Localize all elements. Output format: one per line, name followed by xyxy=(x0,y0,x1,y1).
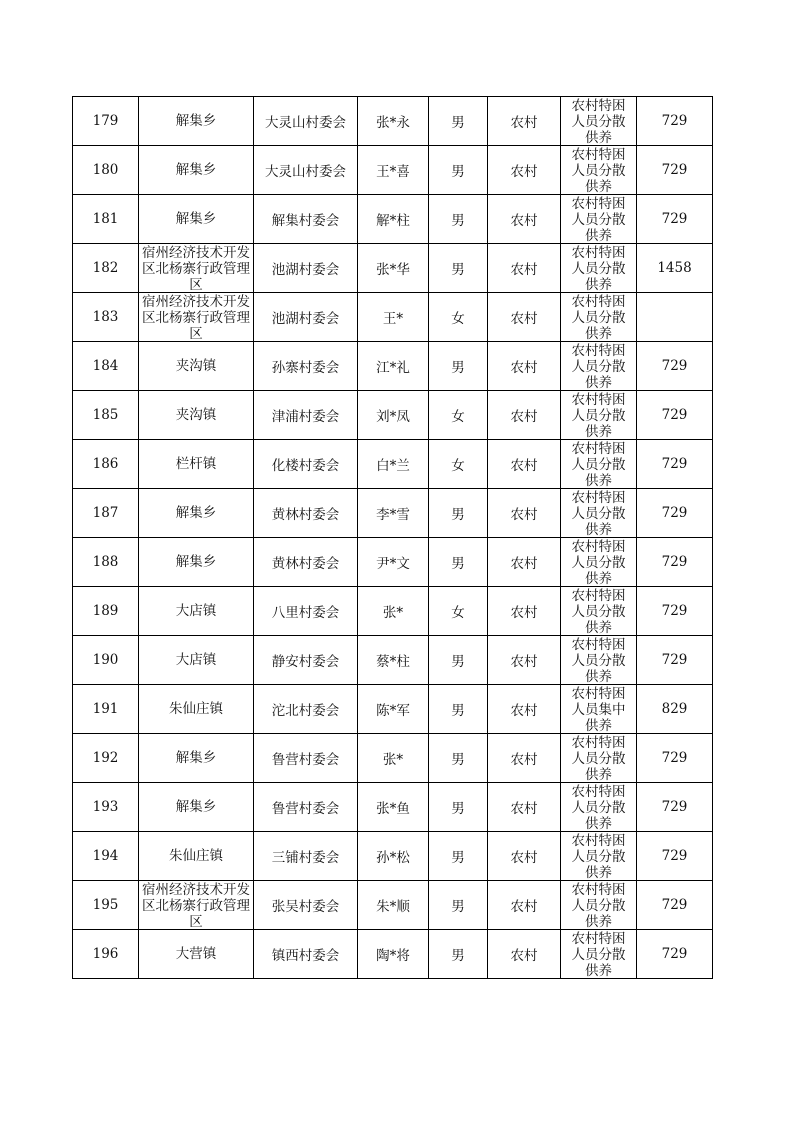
township-cell xyxy=(139,440,254,489)
gender-cell: 女 xyxy=(429,440,488,489)
amount-cell: 729 xyxy=(637,587,713,636)
amount-cell: 729 xyxy=(637,97,713,146)
table-row xyxy=(73,342,713,391)
township-cell xyxy=(139,342,254,391)
support-category-cell-text: 农村特困人员分散供养 xyxy=(571,881,626,929)
support-category-cell xyxy=(561,734,637,783)
gender-cell: 男 xyxy=(429,195,488,244)
support-category-cell-text: 农村特困人员分散供养 xyxy=(571,97,626,145)
support-category-cell xyxy=(561,783,637,832)
township-cell xyxy=(139,685,254,734)
area-type-cell: 农村 xyxy=(488,881,561,930)
serial-number-cell: 189 xyxy=(73,587,139,636)
area-type-cell: 农村 xyxy=(488,930,561,979)
support-category-cell xyxy=(561,636,637,685)
table-row xyxy=(73,244,713,293)
serial-number-cell: 194 xyxy=(73,832,139,881)
area-type-cell: 农村 xyxy=(488,244,561,293)
support-category-cell xyxy=(561,391,637,440)
support-category-cell-text: 农村特困人员分散供养 xyxy=(571,489,626,537)
gender-cell: 男 xyxy=(429,783,488,832)
amount-cell: 729 xyxy=(637,195,713,244)
township-cell-text: 解集乡 xyxy=(175,554,217,570)
area-type-cell: 农村 xyxy=(488,146,561,195)
amount-cell: 1458 xyxy=(637,244,713,293)
gender-cell: 女 xyxy=(429,293,488,342)
serial-number-cell: 183 xyxy=(73,293,139,342)
township-cell-text: 解集乡 xyxy=(175,750,217,766)
support-category-cell xyxy=(561,244,637,293)
township-cell xyxy=(139,97,254,146)
area-type-cell: 农村 xyxy=(488,440,561,489)
person-name-cell: 王*喜 xyxy=(358,146,429,195)
person-name-cell: 陶*将 xyxy=(358,930,429,979)
support-category-cell-text: 农村特困人员分散供养 xyxy=(571,832,626,880)
village-committee-cell: 化楼村委会 xyxy=(254,440,358,489)
person-name-cell: 张*华 xyxy=(358,244,429,293)
village-committee-cell: 沱北村委会 xyxy=(254,685,358,734)
support-category-cell-text: 农村特困人员分散供养 xyxy=(571,538,626,586)
gender-cell: 男 xyxy=(429,342,488,391)
table-row xyxy=(73,489,713,538)
township-cell-text: 朱仙庄镇 xyxy=(169,848,223,864)
village-committee-cell: 池湖村委会 xyxy=(254,244,358,293)
gender-cell: 男 xyxy=(429,881,488,930)
township-cell-text: 宿州经济技术开发区北杨寨行政管理区 xyxy=(142,293,250,341)
serial-number-cell: 181 xyxy=(73,195,139,244)
gender-cell: 男 xyxy=(429,685,488,734)
support-category-cell xyxy=(561,881,637,930)
person-name-cell: 孙*松 xyxy=(358,832,429,881)
serial-number-cell: 192 xyxy=(73,734,139,783)
support-category-cell xyxy=(561,930,637,979)
township-cell-text: 大店镇 xyxy=(175,603,217,619)
person-name-cell: 刘*凤 xyxy=(358,391,429,440)
area-type-cell: 农村 xyxy=(488,783,561,832)
amount-cell: 829 xyxy=(637,685,713,734)
table-row xyxy=(73,97,713,146)
person-name-cell: 江*礼 xyxy=(358,342,429,391)
serial-number-cell: 196 xyxy=(73,930,139,979)
amount-cell: 729 xyxy=(637,538,713,587)
township-cell xyxy=(139,783,254,832)
support-category-cell-text: 农村特困人员分散供养 xyxy=(571,783,626,831)
area-type-cell: 农村 xyxy=(488,587,561,636)
table-row xyxy=(73,440,713,489)
village-committee-cell: 大灵山村委会 xyxy=(254,146,358,195)
support-category-cell xyxy=(561,146,637,195)
area-type-cell: 农村 xyxy=(488,489,561,538)
support-category-cell xyxy=(561,538,637,587)
village-committee-cell: 三铺村委会 xyxy=(254,832,358,881)
support-category-cell-text: 农村特困人员分散供养 xyxy=(571,146,626,194)
person-name-cell: 张*永 xyxy=(358,97,429,146)
area-type-cell: 农村 xyxy=(488,636,561,685)
person-name-cell: 李*雪 xyxy=(358,489,429,538)
village-committee-cell: 池湖村委会 xyxy=(254,293,358,342)
table-row xyxy=(73,783,713,832)
area-type-cell: 农村 xyxy=(488,195,561,244)
support-category-cell xyxy=(561,685,637,734)
serial-number-cell: 182 xyxy=(73,244,139,293)
area-type-cell: 农村 xyxy=(488,391,561,440)
amount-cell: 729 xyxy=(637,734,713,783)
support-category-cell-text: 农村特困人员分散供养 xyxy=(571,342,626,390)
amount-cell: 729 xyxy=(637,783,713,832)
table-row xyxy=(73,146,713,195)
roster-body xyxy=(73,97,713,979)
township-cell-text: 宿州经济技术开发区北杨寨行政管理区 xyxy=(142,244,250,292)
table-row xyxy=(73,685,713,734)
amount-cell xyxy=(637,293,713,342)
gender-cell: 男 xyxy=(429,636,488,685)
village-committee-cell: 镇西村委会 xyxy=(254,930,358,979)
table-row xyxy=(73,293,713,342)
township-cell-text: 栏杆镇 xyxy=(175,456,217,472)
support-category-cell-text: 农村特困人员分散供养 xyxy=(571,636,626,684)
person-name-cell: 白*兰 xyxy=(358,440,429,489)
support-category-cell xyxy=(561,342,637,391)
person-name-cell: 尹*文 xyxy=(358,538,429,587)
gender-cell: 男 xyxy=(429,489,488,538)
person-name-cell: 张*鱼 xyxy=(358,783,429,832)
township-cell xyxy=(139,195,254,244)
township-cell-text: 朱仙庄镇 xyxy=(169,701,223,717)
support-category-cell xyxy=(561,195,637,244)
serial-number-cell: 190 xyxy=(73,636,139,685)
amount-cell: 729 xyxy=(637,881,713,930)
township-cell-text: 大店镇 xyxy=(175,652,217,668)
gender-cell: 男 xyxy=(429,146,488,195)
gender-cell: 女 xyxy=(429,391,488,440)
person-name-cell: 张* xyxy=(358,734,429,783)
support-category-cell-text: 农村特困人员分散供养 xyxy=(571,391,626,439)
person-name-cell: 陈*军 xyxy=(358,685,429,734)
person-name-cell: 蔡*柱 xyxy=(358,636,429,685)
village-committee-cell: 解集村委会 xyxy=(254,195,358,244)
support-category-cell xyxy=(561,293,637,342)
village-committee-cell: 静安村委会 xyxy=(254,636,358,685)
gender-cell: 男 xyxy=(429,832,488,881)
village-committee-cell: 鲁营村委会 xyxy=(254,783,358,832)
table-row xyxy=(73,734,713,783)
amount-cell: 729 xyxy=(637,342,713,391)
township-cell-text: 解集乡 xyxy=(175,211,217,227)
support-category-cell xyxy=(561,832,637,881)
serial-number-cell: 184 xyxy=(73,342,139,391)
amount-cell: 729 xyxy=(637,440,713,489)
support-category-cell xyxy=(561,440,637,489)
township-cell xyxy=(139,538,254,587)
amount-cell: 729 xyxy=(637,636,713,685)
area-type-cell: 农村 xyxy=(488,97,561,146)
serial-number-cell: 188 xyxy=(73,538,139,587)
area-type-cell: 农村 xyxy=(488,832,561,881)
township-cell xyxy=(139,930,254,979)
support-category-cell-text: 农村特困人员分散供养 xyxy=(571,293,626,341)
support-category-cell-text: 农村特困人员集中供养 xyxy=(571,685,626,733)
township-cell xyxy=(139,489,254,538)
township-cell-text: 解集乡 xyxy=(175,505,217,521)
area-type-cell: 农村 xyxy=(488,538,561,587)
township-cell xyxy=(139,587,254,636)
table-row xyxy=(73,881,713,930)
township-cell-text: 解集乡 xyxy=(175,162,217,178)
township-cell xyxy=(139,881,254,930)
township-cell-text: 解集乡 xyxy=(175,799,217,815)
township-cell-text: 宿州经济技术开发区北杨寨行政管理区 xyxy=(142,881,250,929)
gender-cell: 男 xyxy=(429,734,488,783)
township-cell xyxy=(139,391,254,440)
support-category-cell-text: 农村特困人员分散供养 xyxy=(571,195,626,243)
serial-number-cell: 186 xyxy=(73,440,139,489)
township-cell xyxy=(139,146,254,195)
village-committee-cell: 鲁营村委会 xyxy=(254,734,358,783)
township-cell-text: 大营镇 xyxy=(175,946,217,962)
table-row xyxy=(73,930,713,979)
table-row xyxy=(73,538,713,587)
village-committee-cell: 孙寨村委会 xyxy=(254,342,358,391)
township-cell-text: 夹沟镇 xyxy=(175,407,217,423)
support-category-cell-text: 农村特困人员分散供养 xyxy=(571,930,626,978)
support-category-cell-text: 农村特困人员分散供养 xyxy=(571,734,626,782)
gender-cell: 男 xyxy=(429,930,488,979)
township-cell xyxy=(139,293,254,342)
area-type-cell: 农村 xyxy=(488,342,561,391)
support-category-cell xyxy=(561,587,637,636)
support-category-cell xyxy=(561,489,637,538)
township-cell xyxy=(139,244,254,293)
relief-roster-table xyxy=(72,96,713,979)
township-cell-text: 夹沟镇 xyxy=(175,358,217,374)
serial-number-cell: 185 xyxy=(73,391,139,440)
village-committee-cell: 黄林村委会 xyxy=(254,489,358,538)
township-cell-text: 解集乡 xyxy=(175,113,217,129)
gender-cell: 男 xyxy=(429,538,488,587)
gender-cell: 男 xyxy=(429,244,488,293)
amount-cell: 729 xyxy=(637,832,713,881)
serial-number-cell: 179 xyxy=(73,97,139,146)
area-type-cell: 农村 xyxy=(488,293,561,342)
support-category-cell-text: 农村特困人员分散供养 xyxy=(571,587,626,635)
village-committee-cell: 黄林村委会 xyxy=(254,538,358,587)
amount-cell: 729 xyxy=(637,489,713,538)
support-category-cell xyxy=(561,97,637,146)
table-row xyxy=(73,391,713,440)
person-name-cell: 解*柱 xyxy=(358,195,429,244)
serial-number-cell: 191 xyxy=(73,685,139,734)
person-name-cell: 王* xyxy=(358,293,429,342)
serial-number-cell: 193 xyxy=(73,783,139,832)
table-row xyxy=(73,636,713,685)
gender-cell: 男 xyxy=(429,97,488,146)
amount-cell: 729 xyxy=(637,391,713,440)
village-committee-cell: 八里村委会 xyxy=(254,587,358,636)
support-category-cell-text: 农村特困人员分散供养 xyxy=(571,440,626,488)
township-cell xyxy=(139,636,254,685)
village-committee-cell: 大灵山村委会 xyxy=(254,97,358,146)
amount-cell: 729 xyxy=(637,146,713,195)
gender-cell: 女 xyxy=(429,587,488,636)
serial-number-cell: 195 xyxy=(73,881,139,930)
area-type-cell: 农村 xyxy=(488,685,561,734)
serial-number-cell: 180 xyxy=(73,146,139,195)
person-name-cell: 朱*顺 xyxy=(358,881,429,930)
serial-number-cell: 187 xyxy=(73,489,139,538)
township-cell xyxy=(139,734,254,783)
township-cell xyxy=(139,832,254,881)
person-name-cell: 张* xyxy=(358,587,429,636)
area-type-cell: 农村 xyxy=(488,734,561,783)
table-row xyxy=(73,195,713,244)
village-committee-cell: 张吴村委会 xyxy=(254,881,358,930)
village-committee-cell: 津浦村委会 xyxy=(254,391,358,440)
table-row xyxy=(73,587,713,636)
table-row xyxy=(73,832,713,881)
amount-cell: 729 xyxy=(637,930,713,979)
support-category-cell-text: 农村特困人员分散供养 xyxy=(571,244,626,292)
